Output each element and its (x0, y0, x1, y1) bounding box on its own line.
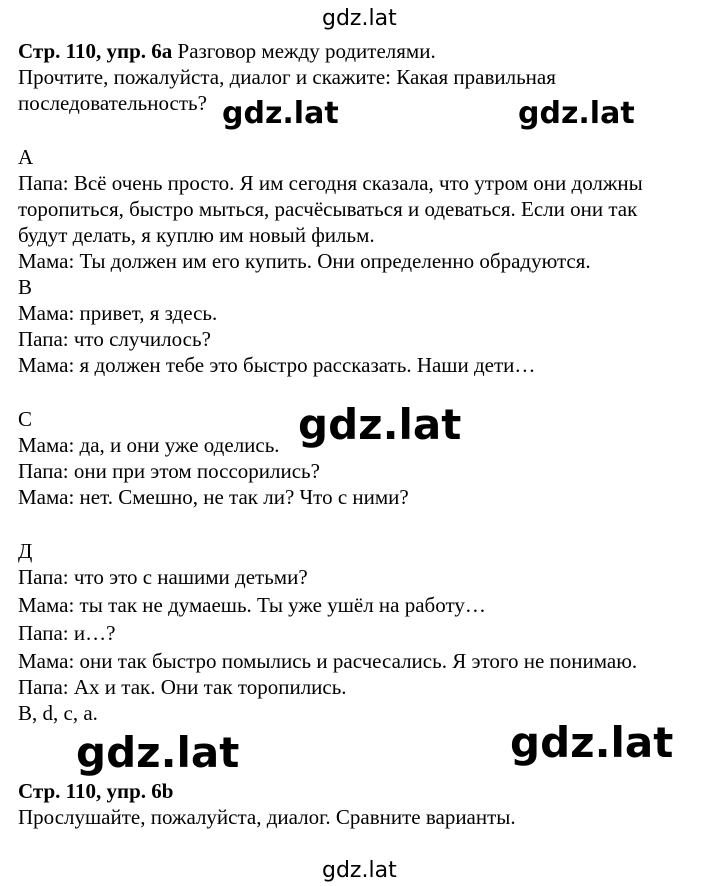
section-a-line: будут делать, я куплю им новый фильм. (18, 223, 375, 247)
exercise-6a-instruction-line1: Прочтите, пожалуйста, диалог и скажите: Какая правильная (18, 65, 556, 89)
section-b-letter: В (18, 275, 33, 299)
exercise-6a-heading (18, 38, 436, 64)
exercise-6b-instruction: Прослушайте, пожалуйста, диалог. Сравните варианты. (18, 805, 516, 829)
watermark-mid-right: gdz.lat (516, 94, 637, 134)
section-d-line: Папа: и…? (18, 621, 116, 645)
watermark-bottom: gdz.lat (322, 858, 397, 883)
watermark-mid-left: gdz.lat (220, 94, 341, 134)
watermark-top: gdz.lat (322, 6, 397, 31)
section-b-line: Мама: я должен тебе это быстро рассказать. Наши дети… (18, 353, 536, 377)
answer-sequence: B, d, c, a. (18, 701, 98, 725)
section-b-line: Мама: привет, я здесь. (18, 301, 218, 325)
section-c-line: Мама: нет. Смешно, не так ли? Что с ними? (18, 485, 409, 509)
section-d-line: Мама: ты так не думаешь. Ты уже ушёл на работу… (18, 593, 486, 617)
section-a-line: Папа: Всё очень просто. Я им сегодня сказала, что утром они должны (18, 171, 643, 195)
exercise-6a-title: Разговор между родителями. (172, 39, 436, 63)
section-d-line: Папа: Ах и так. Они так торопились. (18, 675, 347, 699)
watermark-center: gdz.lat (298, 400, 462, 449)
watermark-lower-right: gdz.lat (510, 718, 674, 767)
watermark-lower-left: gdz.lat (76, 728, 240, 777)
section-a-line: Мама: Ты должен им его купить. Они определенно обрадуются. (18, 249, 591, 273)
exercise-6b-heading (18, 778, 173, 804)
section-c-line: Мама: да, и они уже оделись. (18, 433, 280, 457)
section-a-line: торопиться, быстро мыться, расчёсываться и одеваться. Если они так (18, 197, 638, 221)
section-a-letter: А (18, 145, 34, 169)
exercise-6a-instruction-line2: последовательность? (18, 91, 207, 115)
section-c-line: Папа: они при этом поссорились? (18, 459, 320, 483)
section-d-line: Мама: они так быстро помылись и расчесались. Я этого не понимаю. (18, 649, 638, 673)
section-c-letter: С (18, 407, 33, 431)
section-b-line: Папа: что случилось? (18, 327, 211, 351)
exercise-6a-ref: Стр. 110, упр. 6а (18, 39, 173, 63)
section-d-letter: Д (18, 539, 33, 563)
section-d-line: Папа: что это с нашими детьми? (18, 565, 308, 589)
exercise-6b-ref: Стр. 110, упр. 6b (18, 779, 174, 803)
